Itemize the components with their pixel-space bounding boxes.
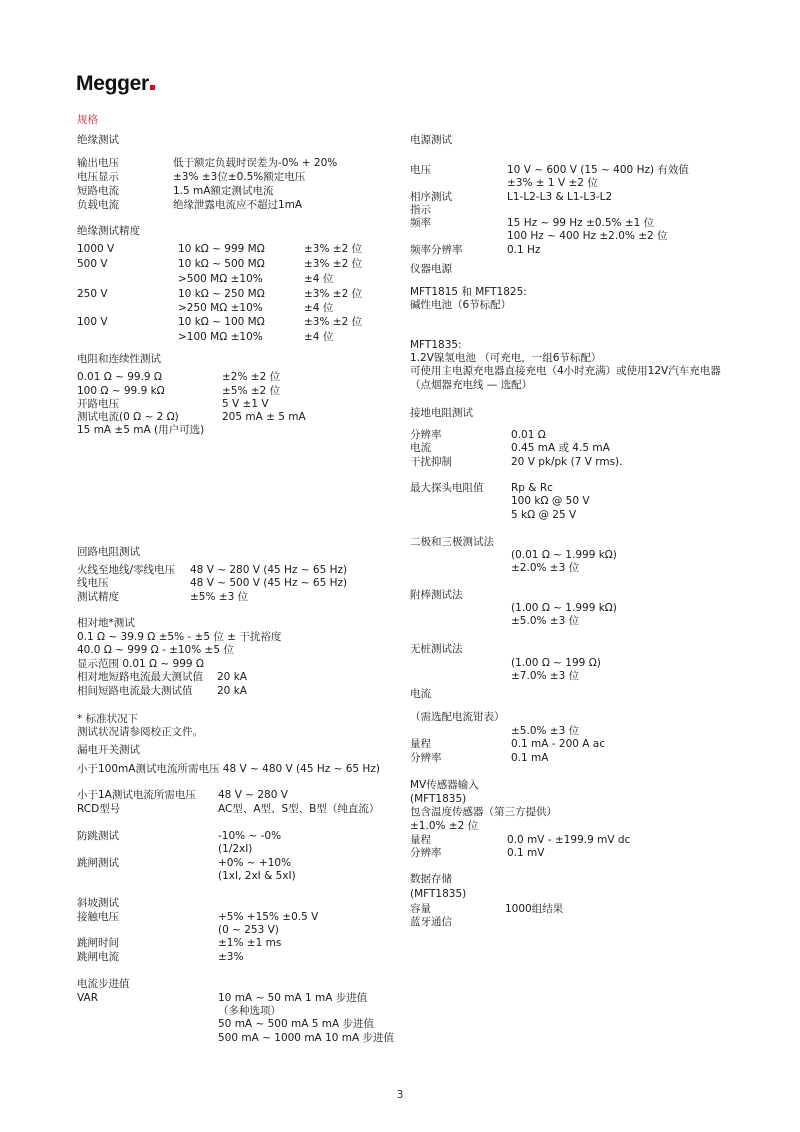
mft1835-line: 1.2V镍氢电池 （可充电，一组6节标配）	[410, 352, 602, 364]
insulation-label: 电压显示	[77, 171, 119, 183]
rcd-value: 48 V ~ 280 V	[218, 789, 288, 801]
continuity-value: 5 V ±1 V	[222, 398, 269, 410]
current-label: 分辨率	[410, 752, 442, 764]
storage-label: 容量	[410, 903, 431, 915]
accuracy-range: 1000 V	[77, 243, 115, 255]
power-label: 指示	[410, 204, 431, 216]
continuity-value: 205 mA ± 5 mA	[222, 411, 306, 423]
insulation-value: ±3% ±3位±0.5%额定电压	[173, 171, 306, 183]
ramp-label: 接触电压	[77, 911, 119, 923]
ramp-value: +5% +15% ±0.5 V	[218, 911, 319, 923]
power-value: 15 Hz ~ 99 Hz ±0.5% ±1 位	[507, 217, 655, 229]
insulation-label: 短路电流	[77, 185, 119, 197]
power-value: ±3% ± 1 V ±2 位	[507, 177, 598, 189]
mv-accuracy: ±1.0% ±2 位	[410, 820, 479, 832]
power-label: 电压	[410, 164, 431, 176]
loop-label: 火线至地线/零线电压	[77, 564, 176, 576]
current-value: 0.1 mA - 200 A ac	[511, 738, 606, 750]
accuracy-value: ±4 位	[304, 331, 334, 343]
probe-label: 最大探头电阻值	[410, 482, 484, 494]
storage-heading: 数据存储	[410, 873, 452, 885]
footnote: 测试状况请参阅校正文件。	[77, 726, 203, 738]
storage-value: 1000组结果	[505, 903, 564, 915]
earth-value: 0.45 mA 或 4.5 mA	[511, 442, 610, 454]
accuracy-span: >500 MΩ ±10%	[178, 273, 263, 285]
stakeless-line: (1.00 Ω ~ 199 Ω)	[511, 657, 601, 669]
power-value: L1-L2-L3 & L1-L3-L2	[507, 191, 613, 203]
ramp-label: 跳闸电流	[77, 951, 119, 963]
logo-dot	[150, 85, 155, 90]
mft1815-title: MFT1815 和 MFT1825:	[410, 286, 527, 298]
accuracy-value: ±3% ±2 位	[304, 288, 363, 300]
continuity-value: ±2% ±2 位	[222, 371, 281, 383]
power-label: 频率分辨率	[410, 244, 463, 256]
power-label: 频率	[410, 217, 431, 229]
power-label: 相序测试	[410, 191, 452, 203]
storage-label: 蓝牙通信	[410, 916, 452, 928]
trip-value: +0% ~ +10%	[218, 857, 292, 869]
accuracy-span: >100 MΩ ±10%	[178, 331, 263, 343]
pe-label: 相间短路电流最大测试值	[77, 685, 193, 697]
trip-value: (1/2xI)	[218, 843, 253, 855]
continuity-label: 0.01 Ω ~ 99.9 Ω	[77, 371, 162, 383]
power-value: 0.1 Hz	[507, 244, 541, 256]
pe-line: 0.1 Ω ~ 39.9 Ω ±5% - ±5 位 ± 干扰裕度	[77, 631, 282, 643]
accuracy-value: ±4 位	[304, 302, 334, 314]
trip-value: (1xI, 2xI & 5xI)	[218, 870, 296, 882]
rcd-value: AC型、A型、S型、B型（纯直流）	[218, 803, 380, 815]
stakeless-heading: 无桩测试法	[410, 643, 463, 655]
current-heading: 电流	[410, 688, 431, 700]
ramp-value: (0 ~ 253 V)	[218, 924, 279, 936]
accuracy-span: 10 kΩ ~ 500 MΩ	[178, 258, 265, 270]
power-value: 100 Hz ~ 400 Hz ±2.0% ±2 位	[507, 230, 668, 242]
mv-label: 分辨率	[410, 847, 442, 859]
loop-label: 测试精度	[77, 591, 119, 603]
mft1835-title: MFT1835:	[410, 339, 462, 351]
step-value: 10 mA ~ 50 mA 1 mA 步进值	[218, 992, 368, 1004]
probe-value: 5 kΩ @ 25 V	[511, 509, 577, 521]
accuracy-value: ±4 位	[304, 273, 334, 285]
mv-value: 0.1 mV	[507, 847, 545, 859]
ramp-label: 跳闸时间	[77, 937, 119, 949]
accuracy-span: 10 kΩ ~ 100 MΩ	[178, 316, 265, 328]
megger-logo: Megger	[76, 72, 155, 96]
mv-model: (MFT1835)	[410, 793, 467, 805]
mft1835-line: 可使用主电源充电器直接充电（4小时充满）或使用12V汽车充电器	[410, 365, 721, 377]
earth-label: 分辨率	[410, 429, 442, 441]
loop-heading: 回路电阻测试	[77, 546, 140, 558]
earth-value: 0.01 Ω	[511, 429, 546, 441]
accuracy-value: ±3% ±2 位	[304, 316, 363, 328]
rod-heading: 附棒测试法	[410, 589, 463, 601]
rcd-line: 小于100mA测试电流所需电压 48 V ~ 480 V (45 Hz ~ 65 Hz)	[77, 763, 380, 775]
continuity-label: 100 Ω ~ 99.9 kΩ	[77, 385, 165, 397]
storage-model: (MFT1835)	[410, 888, 467, 900]
probe-value: Rp & Rc	[511, 482, 553, 494]
pole-heading: 二极和三极测试法	[410, 536, 494, 548]
stakeless-line: ±7.0% ±3 位	[511, 670, 580, 682]
rcd-label: 小于1A测试电流所需电压	[77, 789, 196, 801]
step-value: （多种选项）	[218, 1005, 281, 1017]
insulation-value: 绝缘泄露电流应不超过1mA	[173, 199, 303, 211]
mv-note: 包含温度传感器（第三方提供）	[410, 806, 557, 818]
accuracy-range: 100 V	[77, 316, 108, 328]
earth-heading: 接地电阻测试	[410, 407, 473, 419]
pe-value: 20 kA	[217, 685, 247, 697]
pe-value: 20 kA	[217, 671, 247, 683]
earth-label: 电流	[410, 442, 431, 454]
step-heading: 电流步进值	[77, 978, 130, 990]
rcd-label: RCD型号	[77, 803, 121, 815]
rcd-heading: 漏电开关测试	[77, 744, 140, 756]
insulation-label: 输出电压	[77, 157, 119, 169]
accuracy-span: >250 MΩ ±10%	[178, 302, 263, 314]
continuity-label: 测试电流(0 Ω ~ 2 Ω)	[77, 411, 179, 423]
pe-heading: 相对地*测试	[77, 617, 135, 629]
continuity-label: 开路电压	[77, 398, 119, 410]
loop-value: ±5% ±3 位	[190, 591, 249, 603]
current-value: 0.1 mA	[511, 752, 549, 764]
insulation-heading: 绝缘测试	[77, 134, 119, 146]
instrument-power-heading: 仪器电源	[410, 263, 452, 275]
pole-line: (0.01 Ω ~ 1.999 kΩ)	[511, 549, 617, 561]
pe-label: 相对地短路电流最大测试值	[77, 671, 203, 683]
accuracy-range: 250 V	[77, 288, 108, 300]
probe-value: 100 kΩ @ 50 V	[511, 495, 590, 507]
page-number: 3	[396, 1089, 404, 1101]
continuity-note: 15 mA ±5 mA (用户可选)	[77, 424, 205, 436]
earth-label: 干扰抑制	[410, 456, 452, 468]
mv-heading: MV传感器输入	[410, 779, 479, 791]
power-heading: 电源测试	[410, 134, 452, 146]
mv-label: 量程	[410, 834, 431, 846]
mft1835-line: （点烟器充电线 — 选配）	[410, 379, 533, 391]
trip-value: -10% ~ -0%	[218, 830, 282, 842]
ramp-value: ±1% ±1 ms	[218, 937, 282, 949]
trip-label: 跳闸测试	[77, 857, 119, 869]
footnote: * 标准状况下	[77, 713, 139, 725]
ramp-heading: 斜坡测试	[77, 897, 119, 909]
current-label: 量程	[410, 738, 431, 750]
rod-line: (1.00 Ω ~ 1.999 kΩ)	[511, 602, 617, 614]
step-value: 500 mA ~ 1000 mA 10 mA 步进值	[218, 1032, 395, 1044]
accuracy-span: 10 kΩ ~ 250 MΩ	[178, 288, 265, 300]
loop-value: 48 V ~ 280 V (45 Hz ~ 65 Hz)	[190, 564, 348, 576]
pe-line: 显示范围 0.01 Ω ~ 999 Ω	[77, 658, 204, 670]
insulation-value: 1.5 mA额定测试电流	[173, 185, 274, 197]
accuracy-span: 10 kΩ ~ 999 MΩ	[178, 243, 265, 255]
step-label: VAR	[77, 992, 98, 1004]
current-note: （需选配电流钳表）	[410, 711, 505, 723]
continuity-heading: 电阻和连续性测试	[77, 353, 161, 365]
rod-line: ±5.0% ±3 位	[511, 615, 580, 627]
loop-value: 48 V ~ 500 V (45 Hz ~ 65 Hz)	[190, 577, 348, 589]
accuracy-range: 500 V	[77, 258, 108, 270]
ramp-value: ±3%	[218, 951, 244, 963]
step-value: 50 mA ~ 500 mA 5 mA 步进值	[218, 1018, 374, 1030]
mft1815-battery: 碱性电池（6节标配）	[410, 299, 512, 311]
loop-label: 线电压	[77, 577, 109, 589]
current-accuracy: ±5.0% ±3 位	[511, 725, 580, 737]
pe-line: 40.0 Ω ~ 999 Ω - ±10% ±5 位	[77, 644, 234, 656]
accuracy-value: ±3% ±2 位	[304, 243, 363, 255]
earth-value: 20 V pk/pk (7 V rms).	[511, 456, 623, 468]
accuracy-value: ±3% ±2 位	[304, 258, 363, 270]
continuity-value: ±5% ±2 位	[222, 385, 281, 397]
accuracy-heading: 绝缘测试精度	[77, 225, 140, 237]
section-title: 规格	[77, 114, 98, 126]
insulation-label: 负载电流	[77, 199, 119, 211]
insulation-value: 低于额定负载时误差为-0% + 20%	[173, 157, 338, 169]
power-value: 10 V ~ 600 V (15 ~ 400 Hz) 有效值	[507, 164, 689, 176]
pole-line: ±2.0% ±3 位	[511, 562, 580, 574]
mv-value: 0.0 mV - ±199.9 mV dc	[507, 834, 631, 846]
trip-label: 防跳测试	[77, 830, 119, 842]
